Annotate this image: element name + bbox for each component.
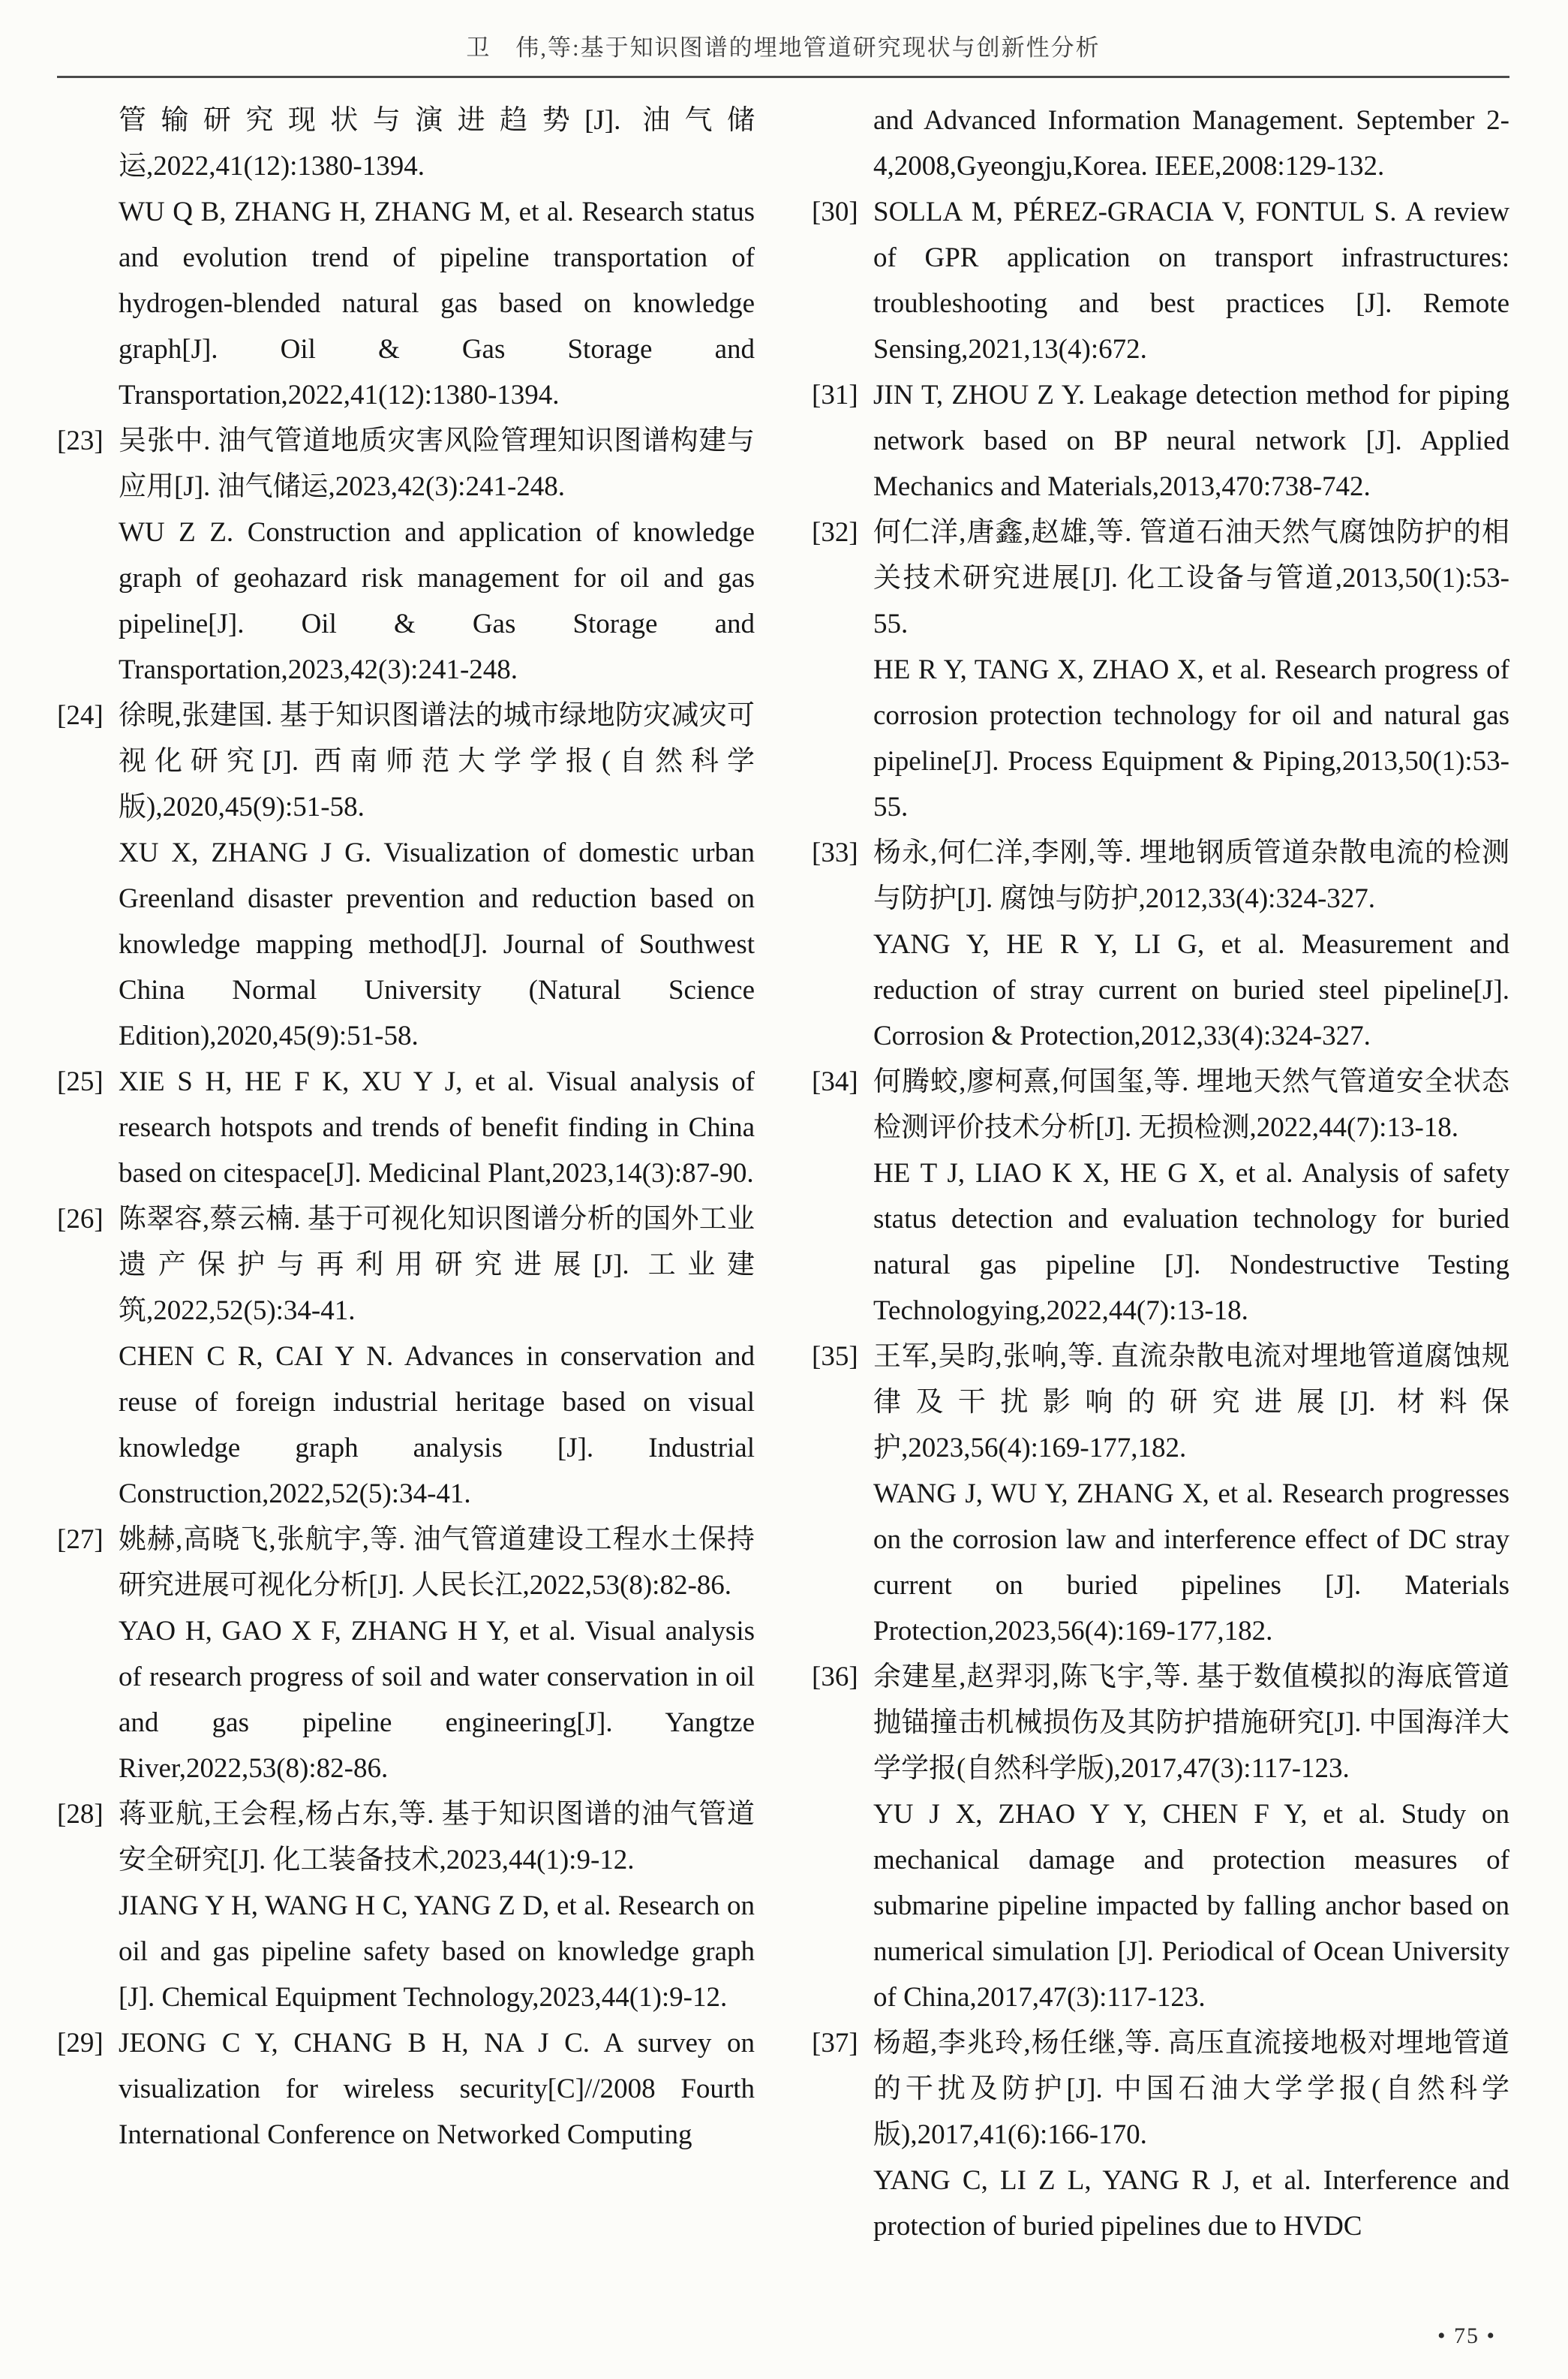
reference-text: YANG C, LI Z L, YANG R J, et al. Interference and protection of buried pipelines due to HVDC: [873, 2165, 1509, 2242]
reference-number: [37]: [812, 2028, 858, 2059]
reference-text: 杨永,何仁洋,李刚,等. 埋地钢质管道杂散电流的检测与防护[J]. 腐蚀与防护,2012,33(4):324-327.: [873, 838, 1509, 914]
reference-body: [119, 1791, 755, 2020]
running-head-title: 卫 伟,等:基于知识图谱的埋地管道研究现状与创新性分析: [466, 35, 1101, 61]
reference-entry: [812, 830, 1509, 1059]
references-section: [57, 98, 1509, 2249]
reference-entry: [57, 98, 755, 418]
reference-text: 管输研究现状与演进趋势[J]. 油气储运,2022,41(12):1380-1394.: [119, 105, 755, 182]
reference-text: JEONG C Y, CHANG B H, NA J C. A survey on visualization for wireless security[C]//2008 Fourth International Conference on Networked Computing: [119, 2028, 755, 2150]
reference-number: [26]: [57, 1204, 104, 1235]
reference-entry: [812, 1654, 1509, 2020]
reference-number: [32]: [812, 517, 858, 548]
reference-entry: [812, 98, 1509, 189]
reference-number: [23]: [57, 426, 104, 456]
reference-text: 姚赫,高晓飞,张航宇,等. 油气管道建设工程水土保持研究进展可视化分析[J]. 人民长江,2022,53(8):82-86.: [119, 1524, 755, 1601]
reference-number: [24]: [57, 700, 104, 731]
reference-number: [29]: [57, 2028, 104, 2059]
reference-text: HE R Y, TANG X, ZHAO X, et al. Research progress of corrosion protection technology for oil and natural gas pipeline[J]. Process Equipment & Piping,2013,50(1):53-55.: [873, 654, 1509, 823]
reference-entry: [57, 1196, 755, 1517]
reference-body: [873, 98, 1509, 189]
reference-entry: [57, 1517, 755, 1791]
reference-number: [27]: [57, 1524, 104, 1555]
reference-entry: [812, 189, 1509, 372]
reference-text: 陈翠容,蔡云楠. 基于可视化知识图谱分析的国外工业遗产保护与再利用研究进展[J]. 工业建筑,2022,52(5):34-41.: [119, 1204, 755, 1326]
reference-body: [873, 189, 1509, 372]
reference-text: XIE S H, HE F K, XU Y J, et al. Visual analysis of research hotspots and trends of benefit finding in China based on citespace[J]. Medicinal Plant,2023,14(3):87-90.: [119, 1066, 755, 1189]
reference-text: YU J X, ZHAO Y Y, CHEN F Y, et al. Study on mechanical damage and protection measures of submarine pipeline impacted by falling anchor based on numerical simulation [J]. Periodical of Ocean University of China,2017,47(3):117-123.: [873, 1799, 1509, 2013]
reference-body: [873, 1654, 1509, 2020]
reference-number: [34]: [812, 1066, 858, 1097]
reference-entry: [812, 372, 1509, 510]
reference-entry: [57, 1059, 755, 1196]
reference-text: 吴张中. 油气管道地质灾害风险管理知识图谱构建与应用[J]. 油气储运,2023,42(3):241-248.: [119, 426, 755, 502]
reference-body: [873, 830, 1509, 1059]
reference-text: YANG Y, HE R Y, LI G, et al. Measurement and reduction of stray current on buried steel pipeline[J]. Corrosion & Protection,2012,33(4):324-327.: [873, 929, 1509, 1051]
reference-number: [35]: [812, 1341, 858, 1372]
reference-number: [31]: [812, 380, 858, 411]
references-column-left: [57, 98, 755, 2249]
page-number: • 75 •: [1437, 2323, 1496, 2348]
reference-entry: [812, 1334, 1509, 1654]
reference-text: CHEN C R, CAI Y N. Advances in conservation and reuse of foreign industrial heritage based on visual knowledge graph analysis [J]. Industrial Construction,2022,52(5):34-41.: [119, 1341, 755, 1509]
reference-entry: [812, 1059, 1509, 1334]
reference-text: 余建星,赵羿羽,陈飞宇,等. 基于数值模拟的海底管道抛锚撞击机械损伤及其防护措施研究[J]. 中国海洋大学学报(自然科学版),2017,47(3):117-123.: [873, 1662, 1509, 1784]
reference-entry: [57, 693, 755, 1059]
reference-text: WU Z Z. Construction and application of knowledge graph of geohazard risk management for oil and gas pipeline[J]. Oil & Gas Storage and Transportation,2023,42(3):241-248.: [119, 517, 755, 685]
reference-number: [36]: [812, 1662, 858, 1692]
header-rule: [57, 76, 1509, 78]
reference-body: [119, 693, 755, 1059]
reference-number: [28]: [57, 1799, 104, 1830]
reference-text: 何仁洋,唐鑫,赵雄,等. 管道石油天然气腐蚀防护的相关技术研究进展[J]. 化工设备与管道,2013,50(1):53-55.: [873, 517, 1509, 639]
reference-body: [119, 1059, 755, 1196]
reference-text: SOLLA M, PÉREZ-GRACIA V, FONTUL S. A review of GPR application on transport infrastructures: troubleshooting and best practices [J]. Remote Sensing,2021,13(4):672.: [873, 197, 1509, 365]
reference-text: JIANG Y H, WANG H C, YANG Z D, et al. Research on oil and gas pipeline safety based on knowledge graph [J]. Chemical Equipment Technology,2023,44(1):9-12.: [119, 1890, 755, 2013]
reference-text: 何腾蛟,廖柯熹,何国玺,等. 埋地天然气管道安全状态检测评价技术分析[J]. 无损检测,2022,44(7):13-18.: [873, 1066, 1509, 1143]
reference-body: [873, 1059, 1509, 1334]
reference-entry: [57, 418, 755, 693]
reference-text: WANG J, WU Y, ZHANG X, et al. Research progresses on the corrosion law and interference effect of DC stray current on buried pipelines [J]. Materials Protection,2023,56(4):169-177,182.: [873, 1478, 1509, 1647]
reference-text: XU X, ZHANG J G. Visualization of domestic urban Greenland disaster prevention and reduction based on knowledge mapping method[J]. Journal of Southwest China Normal University (Natural Science Edition),2020,45(9):51-58.: [119, 838, 755, 1051]
reference-entry: [812, 510, 1509, 830]
reference-text: 王军,吴昀,张响,等. 直流杂散电流对埋地管道腐蚀规律及干扰影响的研究进展[J]. 材料保护,2023,56(4):169-177,182.: [873, 1341, 1509, 1463]
reference-body: [119, 98, 755, 418]
reference-text: 杨超,李兆玲,杨任继,等. 高压直流接地极对埋地管道的干扰及防护[J]. 中国石油大学学报(自然科学版),2017,41(6):166-170.: [873, 2028, 1509, 2150]
reference-text: 徐晛,张建国. 基于知识图谱法的城市绿地防灾减灾可视化研究[J]. 西南师范大学学报(自然科学版),2020,45(9):51-58.: [119, 700, 755, 823]
reference-body: [119, 1517, 755, 1791]
reference-entry: [812, 2020, 1509, 2249]
reference-body: [873, 372, 1509, 510]
reference-number: [25]: [57, 1066, 104, 1097]
reference-body: [119, 1196, 755, 1517]
reference-text: and Advanced Information Management. September 2-4,2008,Gyeongju,Korea. IEEE,2008:129-132.: [873, 105, 1509, 182]
reference-text: HE T J, LIAO K X, HE G X, et al. Analysis of safety status detection and evaluation technology for buried natural gas pipeline [J]. Nondestructive Testing Technologying,2022,44(7):13-18.: [873, 1158, 1509, 1326]
reference-number: [30]: [812, 197, 858, 227]
reference-entry: [57, 1791, 755, 2020]
reference-body: [119, 418, 755, 693]
reference-number: [33]: [812, 838, 858, 868]
reference-body: [873, 510, 1509, 830]
reference-body: [873, 2020, 1509, 2249]
reference-entry: [57, 2020, 755, 2158]
references-column-right: [812, 98, 1509, 2249]
reference-text: WU Q B, ZHANG H, ZHANG M, et al. Research status and evolution trend of pipeline transportation of hydrogen-blended natural gas based on knowledge graph[J]. Oil & Gas Storage and Transportation,2022,41(12):1380-1394.: [119, 197, 755, 411]
reference-text: YAO H, GAO X F, ZHANG H Y, et al. Visual analysis of research progress of soil and water conservation in oil and gas pipeline engineering[J]. Yangtze River,2022,53(8):82-86.: [119, 1616, 755, 1784]
reference-text: 蒋亚航,王会程,杨占东,等. 基于知识图谱的油气管道安全研究[J]. 化工装备技术,2023,44(1):9-12.: [119, 1799, 755, 1875]
reference-body: [119, 2020, 755, 2158]
reference-text: JIN T, ZHOU Z Y. Leakage detection method for piping network based on BP neural network [J]. Applied Mechanics and Materials,2013,470:738-742.: [873, 380, 1509, 502]
reference-body: [873, 1334, 1509, 1654]
